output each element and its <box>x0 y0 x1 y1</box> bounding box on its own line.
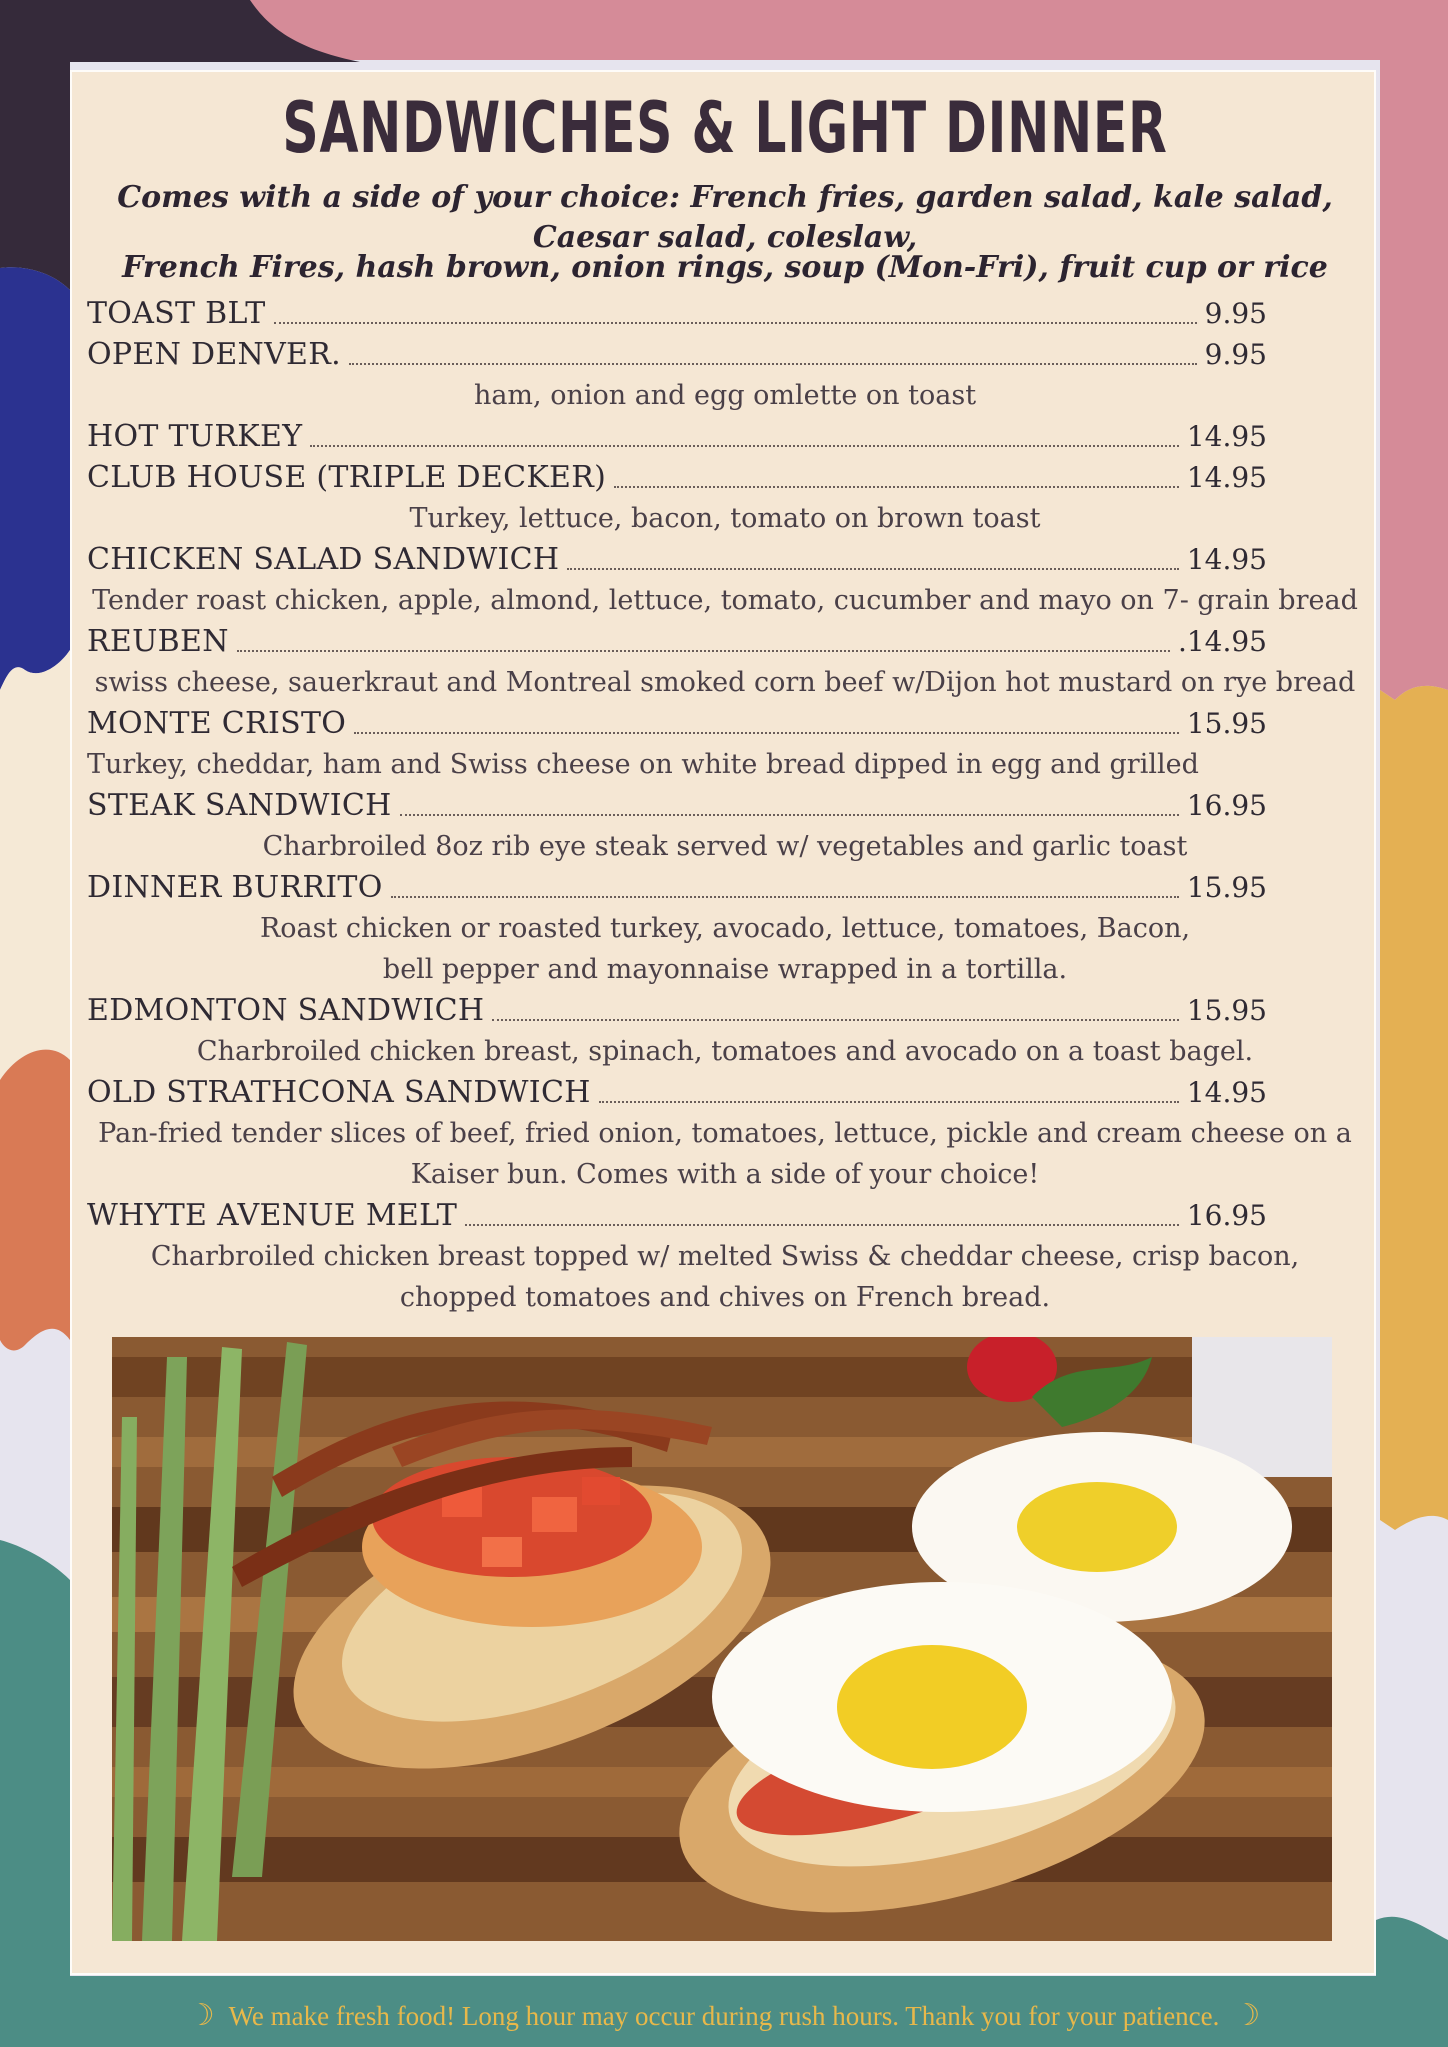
leader-dots <box>310 445 1179 447</box>
menu-title: SANDWICHES & LIGHT DINNER <box>282 87 1168 169</box>
navy-blob <box>0 267 70 690</box>
leader-dots <box>614 486 1179 488</box>
item-description: Charbroiled chicken breast, spinach, tomatoes and avocado on a toast bagel. <box>196 1036 1254 1067</box>
crescent-moon-icon: ☽ <box>1233 1999 1261 2032</box>
item-name: WHYTE AVENUE MELT <box>87 1198 458 1233</box>
footer-text: We make fresh food! Long hour may occur during rush hours. Thank you for your patience. <box>228 2001 1220 2031</box>
item-description: Charbroiled chicken breast topped w/ melted Swiss & cheddar cheese, crisp bacon, <box>150 1241 1300 1272</box>
item-name: CLUB HOUSE (TRIPLE DECKER) <box>87 460 607 495</box>
leader-dots <box>400 814 1179 816</box>
item-price: 15.95 <box>1186 707 1267 740</box>
cream-left <box>0 650 70 1080</box>
item-price: 16.95 <box>1186 789 1267 822</box>
leader-dots <box>567 568 1178 570</box>
item-price: 15.95 <box>1186 994 1267 1027</box>
leader-dots <box>465 1224 1179 1226</box>
item-price: 14.95 <box>1186 1076 1267 1109</box>
item-name: STEAK SANDWICH <box>87 788 392 823</box>
footer-note <box>0 1996 1448 2036</box>
item-description: Charbroiled 8oz rib eye steak served w/ vegetables and garlic toast <box>262 831 1188 862</box>
menu-item-steak-sandwich <box>87 785 1267 825</box>
item-description: Tender roast chicken, apple, almond, lettuce, tomato, cucumber and mayo on 7- grain bread <box>92 585 1358 616</box>
item-description: swiss cheese, sauerkraut and Montreal smoked corn beef w/Dijon hot mustard on rye bread <box>94 667 1356 698</box>
item-description: Pan-fried tender slices of beef, fried onion, tomatoes, lettuce, pickle and cream cheese on a <box>98 1118 1352 1149</box>
item-name: TOAST BLT <box>87 296 266 331</box>
leader-dots <box>492 1019 1179 1021</box>
menu-panel <box>70 70 1376 1975</box>
crescent-moon-icon: ☽ <box>187 1999 215 2032</box>
item-price: 14.95 <box>1186 420 1267 453</box>
item-name: MONTE CRISTO <box>87 706 347 741</box>
menu-item-old-strathcona-sandwich <box>87 1072 1267 1112</box>
food-photo <box>112 1337 1332 1941</box>
item-description: ham, onion and egg omlette on toast <box>473 380 977 411</box>
item-name: EDMONTON SANDWICH <box>87 993 485 1028</box>
item-description: Kaiser bun. Comes with a side of your choice! <box>410 1159 1040 1190</box>
mustard-blob <box>1380 686 1448 1530</box>
item-price: 14.95 <box>1186 461 1267 494</box>
item-description: bell pepper and mayonnaise wrapped in a tortilla. <box>382 954 1068 985</box>
item-name: DINNER BURRITO <box>87 870 383 905</box>
menu-item-reuben <box>87 621 1267 661</box>
leader-dots <box>354 732 1179 734</box>
menu-item-open-denver <box>87 334 1267 374</box>
item-description: Roast chicken or roasted turkey, avocado, lettuce, tomatoes, Bacon, <box>259 913 1191 944</box>
menu-subtitle-line-2: French Fires, hash brown, onion rings, soup (Mon-Fri), fruit cup or rice <box>122 250 1328 285</box>
menu-item-monte-cristo <box>87 703 1267 743</box>
item-name: REUBEN <box>87 624 229 659</box>
item-name: OLD STRATHCONA SANDWICH <box>87 1075 591 1110</box>
menu-subtitle-line-1: Comes with a side of your choice: French fries, garden salad, kale salad, Caesar salad, coleslaw, <box>117 180 1333 255</box>
item-description: Turkey, cheddar, ham and Swiss cheese on white bread dipped in egg and grilled <box>87 749 1199 780</box>
menu-item-club-house <box>87 457 1267 497</box>
item-name: OPEN DENVER. <box>87 337 341 372</box>
item-price: 9.95 <box>1204 297 1267 330</box>
menu-item-edmonton-sandwich <box>87 990 1267 1030</box>
menu-item-dinner-burrito <box>87 867 1267 907</box>
item-description: Turkey, lettuce, bacon, tomato on brown toast <box>409 503 1041 534</box>
leader-dots <box>237 650 1170 652</box>
item-price: 14.95 <box>1186 543 1267 576</box>
menu-item-hot-turkey <box>87 416 1267 456</box>
leader-dots <box>599 1101 1179 1103</box>
leader-dots <box>391 896 1179 898</box>
item-price: 16.95 <box>1186 1199 1267 1232</box>
item-price: 9.95 <box>1204 338 1267 371</box>
item-price: .14.95 <box>1177 625 1267 658</box>
menu-item-chicken-salad-sandwich <box>87 539 1267 579</box>
menu-item-whyte-avenue-melt <box>87 1195 1267 1235</box>
leader-dots <box>274 322 1197 324</box>
item-description: chopped tomatoes and chives on French bread. <box>399 1282 1051 1313</box>
item-name: HOT TURKEY <box>87 419 303 454</box>
item-name: CHICKEN SALAD SANDWICH <box>87 542 560 577</box>
menu-item-toast-blt <box>87 293 1267 333</box>
item-price: 15.95 <box>1186 871 1267 904</box>
orange-blob <box>0 1050 70 1351</box>
leader-dots <box>349 363 1197 365</box>
